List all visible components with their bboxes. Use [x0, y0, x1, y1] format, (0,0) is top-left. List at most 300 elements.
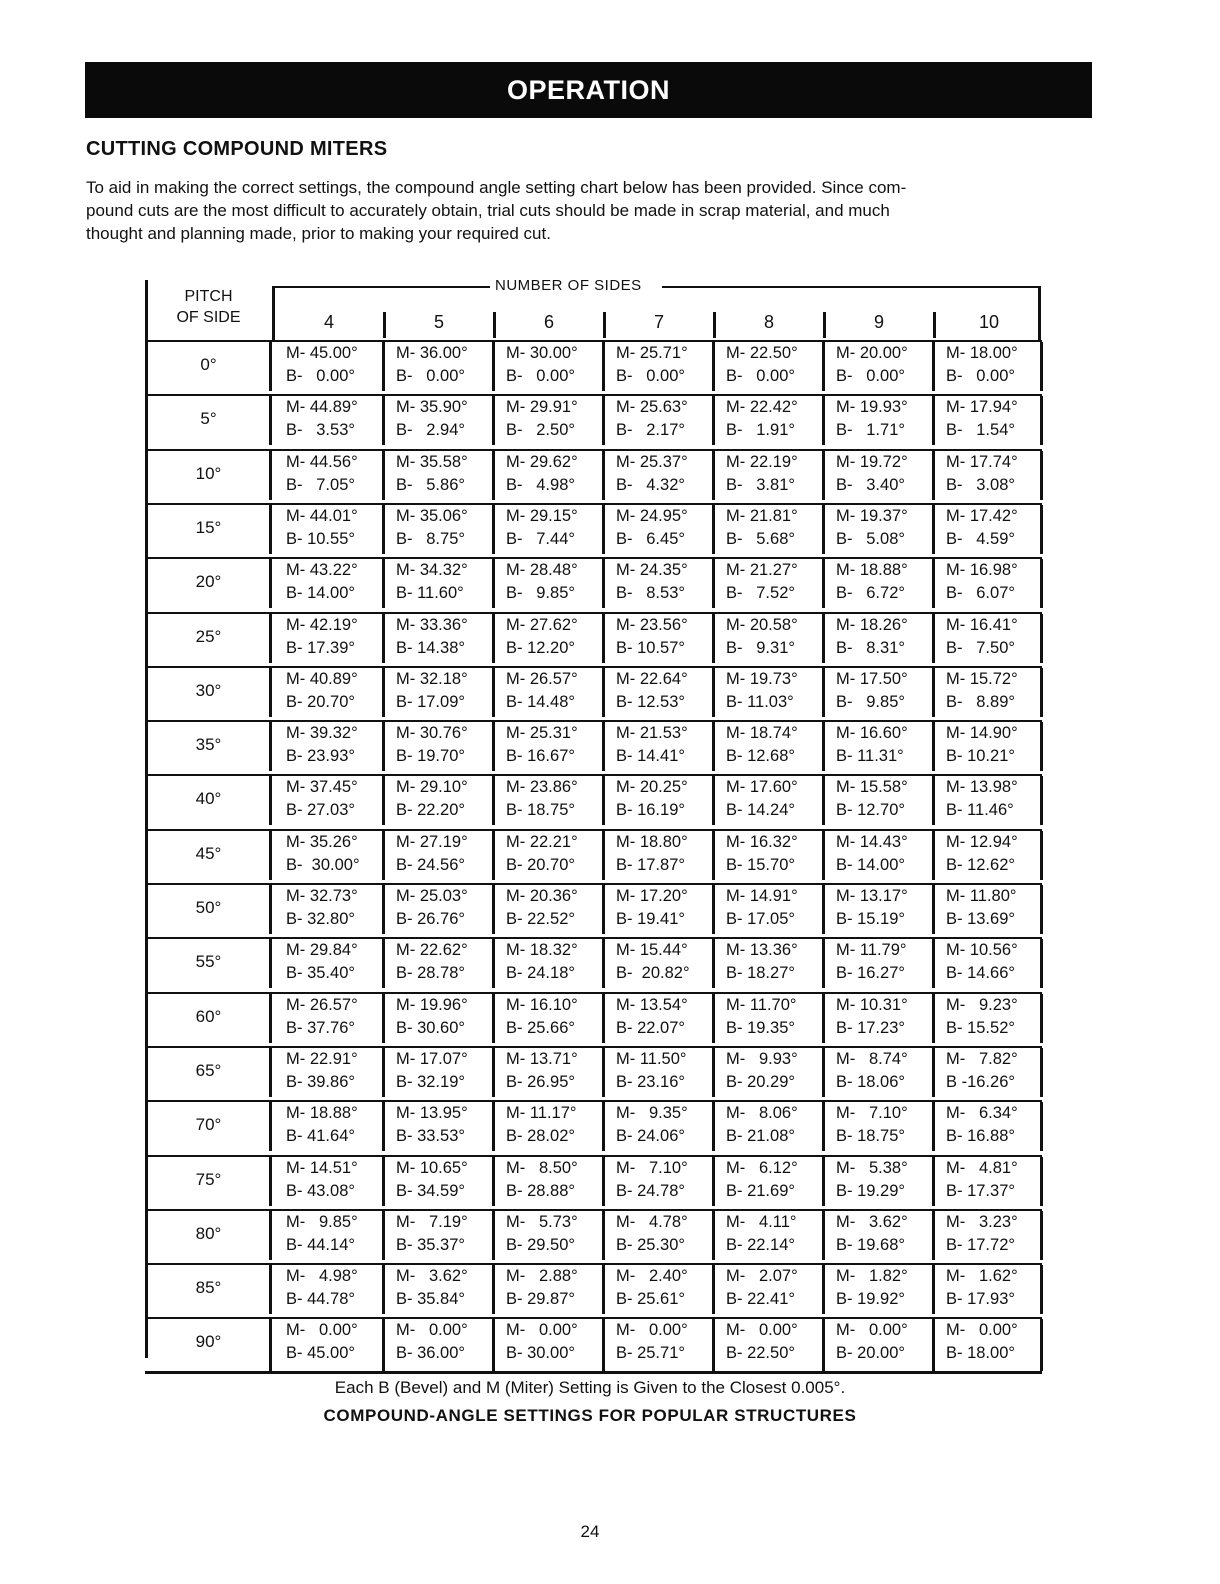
miter-value: M- 7.19° — [396, 1212, 468, 1231]
setting-cell — [825, 1048, 935, 1097]
setting-cell — [825, 1319, 935, 1371]
miter-value: M- 42.19° — [286, 615, 358, 634]
bevel-value: B- 20.82° — [616, 964, 690, 983]
sides-column-header: 10 — [978, 312, 1000, 332]
miter-value: M- 17.50° — [836, 669, 908, 688]
miter-value: M- 5.73° — [506, 1212, 578, 1231]
bevel-value: B- 17.39° — [286, 638, 355, 657]
setting-cell — [935, 1265, 1043, 1314]
bevel-value: B- 32.80° — [286, 910, 355, 928]
page-number: 24 — [580, 1522, 600, 1541]
bevel-value: B- 22.52° — [506, 910, 575, 928]
setting-cell — [385, 451, 495, 500]
miter-value: M- 11.70° — [726, 995, 797, 1014]
setting-cell — [935, 1048, 1043, 1097]
bevel-value: B- 16.19° — [616, 801, 685, 820]
bevel-value: B- 16.27° — [836, 964, 905, 983]
bevel-value: B- 8.89° — [946, 692, 1015, 711]
bevel-value: B- 19.41° — [616, 910, 685, 928]
bevel-value: B- 23.93° — [286, 747, 355, 766]
bevel-value: B- 21.08° — [726, 1127, 795, 1146]
miter-value: M- 6.34° — [946, 1104, 1018, 1123]
table-row — [145, 1317, 1042, 1374]
miter-value: M- 32.18° — [396, 669, 468, 688]
miter-value: M- 14.90° — [946, 724, 1018, 743]
setting-cell — [275, 885, 385, 934]
bevel-value: B- 12.20° — [506, 638, 575, 657]
setting-cell — [935, 1102, 1043, 1151]
miter-value: M- 20.25° — [616, 778, 688, 797]
bevel-value: B- 29.50° — [506, 1235, 575, 1254]
setting-cell — [715, 1211, 825, 1260]
pitch-cell: 60° — [148, 994, 272, 1043]
miter-value: M- 26.57° — [506, 669, 578, 688]
setting-cell — [495, 559, 605, 608]
setting-cell — [935, 451, 1043, 500]
miter-value: M- 35.58° — [396, 452, 468, 471]
miter-value: M- 24.95° — [616, 506, 688, 525]
setting-cell — [825, 451, 935, 500]
setting-cell — [715, 831, 825, 880]
table-row — [145, 1209, 1042, 1260]
setting-cell — [605, 342, 715, 391]
setting-cell — [935, 505, 1043, 554]
miter-value: M- 22.50° — [726, 344, 798, 362]
miter-value: M- 30.00° — [506, 344, 578, 362]
miter-value: M- 0.00° — [836, 1321, 908, 1340]
miter-value: M- 36.00° — [396, 344, 468, 362]
miter-value: M- 3.62° — [836, 1212, 908, 1231]
bevel-value: B- 7.50° — [946, 638, 1015, 657]
miter-value: M- 13.17° — [836, 887, 908, 905]
bevel-value: B- 3.40° — [836, 475, 905, 494]
compound-angle-chart — [145, 277, 1042, 1363]
miter-value: M- 5.38° — [836, 1158, 908, 1177]
bevel-value: B- 43.08° — [286, 1181, 355, 1200]
miter-value: M- 4.11° — [726, 1212, 797, 1231]
miter-value: M- 6.12° — [726, 1158, 798, 1177]
bevel-value: B- 8.31° — [836, 638, 905, 657]
bevel-value: B- 17.72° — [946, 1235, 1015, 1254]
miter-value: M- 9.85° — [286, 1212, 358, 1231]
column-tick — [933, 312, 936, 338]
miter-value: M- 1.62° — [946, 1267, 1018, 1286]
setting-cell — [715, 776, 825, 825]
bevel-value: B- 10.21° — [946, 747, 1015, 766]
bevel-value: B- 12.62° — [946, 855, 1015, 874]
miter-value: M- 40.89° — [286, 669, 358, 688]
setting-cell — [935, 885, 1043, 934]
sides-column-header: 7 — [653, 312, 664, 332]
miter-value: M- 43.22° — [286, 561, 358, 580]
miter-value: M- 13.95° — [396, 1104, 468, 1123]
bevel-value: B- 3.53° — [286, 421, 355, 440]
setting-cell — [935, 1211, 1043, 1260]
bevel-value: B- 1.91° — [726, 421, 795, 440]
miter-value: M- 13.71° — [506, 1049, 578, 1068]
setting-cell — [275, 776, 385, 825]
bevel-value: B- 14.48° — [506, 692, 575, 711]
miter-value: M- 23.86° — [506, 778, 578, 797]
setting-cell — [605, 939, 715, 988]
setting-cell — [935, 668, 1043, 717]
miter-value: M- 11.50° — [616, 1049, 687, 1068]
setting-cell — [385, 668, 495, 717]
bevel-value: B- 28.02° — [506, 1127, 575, 1146]
bevel-value: B- 34.59° — [396, 1181, 465, 1200]
bevel-value: B- 11.31° — [836, 747, 904, 766]
setting-cell — [605, 831, 715, 880]
miter-value: M- 30.76° — [396, 724, 468, 743]
bevel-value: B- 9.31° — [726, 638, 795, 657]
bevel-value: B- 2.17° — [616, 421, 685, 440]
miter-value: M- 11.79° — [836, 941, 907, 960]
bevel-value: B- 30.00° — [506, 1344, 575, 1363]
table-row — [145, 1263, 1042, 1314]
bevel-value: B- 14.38° — [396, 638, 465, 657]
pitch-cell: 20° — [148, 559, 272, 608]
table-row — [145, 612, 1042, 663]
bevel-value: B- 14.41° — [616, 747, 685, 766]
setting-cell — [715, 722, 825, 771]
bevel-value: B- 10.57° — [616, 638, 685, 657]
miter-value: M- 35.06° — [396, 506, 468, 525]
bevel-value: B- 6.45° — [616, 529, 685, 548]
column-tick — [603, 312, 606, 338]
intro-paragraph — [86, 176, 1086, 245]
intro-line: pound cuts are the most difficult to accurately obtain, trial cuts should be made in scrap material, and much — [86, 201, 890, 220]
setting-cell — [935, 1319, 1043, 1371]
bevel-value: B- 17.87° — [616, 855, 685, 874]
setting-cell — [715, 1265, 825, 1314]
bevel-value: B- 6.72° — [836, 584, 905, 603]
bevel-value: B- 30.00° — [286, 855, 360, 874]
setting-cell — [385, 994, 495, 1043]
setting-cell — [935, 722, 1043, 771]
bevel-value: B- 18.06° — [836, 1072, 905, 1091]
setting-cell — [605, 885, 715, 934]
bevel-value: B- 11.03° — [726, 692, 794, 711]
miter-value: M- 20.58° — [726, 615, 798, 634]
setting-cell — [825, 722, 935, 771]
table-row — [145, 992, 1042, 1043]
bevel-value: B- 26.76° — [396, 910, 465, 928]
miter-value: M- 7.10° — [836, 1104, 908, 1123]
miter-value: M- 15.58° — [836, 778, 908, 797]
miter-value: M- 0.00° — [506, 1321, 578, 1340]
pitch-cell: 15° — [148, 505, 272, 554]
miter-value: M- 16.10° — [506, 995, 578, 1014]
miter-value: M- 29.10° — [396, 778, 468, 797]
setting-cell — [495, 396, 605, 445]
miter-value: M- 2.40° — [616, 1267, 688, 1286]
setting-cell — [275, 1211, 385, 1260]
miter-value: M- 29.84° — [286, 941, 358, 960]
setting-cell — [605, 994, 715, 1043]
setting-cell — [715, 451, 825, 500]
setting-cell — [825, 994, 935, 1043]
miter-value: M- 19.96° — [396, 995, 468, 1014]
miter-value: M- 18.32° — [506, 941, 578, 960]
bevel-value: B- 20.29° — [726, 1072, 795, 1091]
sides-column-header: 8 — [763, 312, 774, 332]
miter-value: M- 29.91° — [506, 398, 578, 417]
bevel-value: B- 15.52° — [946, 1018, 1015, 1037]
miter-value: M- 15.44° — [616, 941, 688, 960]
bevel-value: B- 13.69° — [946, 910, 1015, 928]
miter-value: M- 17.74° — [946, 452, 1018, 471]
bevel-value: B -16.26° — [946, 1072, 1015, 1091]
bevel-value: B- 5.68° — [726, 529, 795, 548]
bevel-value: B- 22.41° — [726, 1290, 795, 1309]
bevel-value: B- 28.88° — [506, 1181, 575, 1200]
setting-cell — [935, 831, 1043, 880]
miter-value: M- 19.93° — [836, 398, 908, 417]
bevel-value: B- 9.85° — [836, 692, 905, 711]
setting-cell — [825, 831, 935, 880]
table-row — [145, 883, 1042, 934]
table-row — [145, 774, 1042, 825]
pitch-cell: 5° — [148, 396, 272, 445]
setting-cell — [605, 396, 715, 445]
miter-value: M- 4.81° — [946, 1158, 1018, 1177]
setting-cell — [825, 505, 935, 554]
setting-cell — [715, 559, 825, 608]
setting-cell — [825, 614, 935, 663]
miter-value: M- 44.56° — [286, 452, 358, 471]
miter-value: M- 25.31° — [506, 724, 578, 743]
bevel-value: B- 12.70° — [836, 801, 905, 820]
miter-value: M- 26.57° — [286, 995, 358, 1014]
pitch-cell: 70° — [148, 1102, 272, 1151]
setting-cell — [495, 451, 605, 500]
miter-value: M- 44.01° — [286, 506, 358, 525]
miter-value: M- 16.32° — [726, 832, 798, 851]
bevel-value: B- 19.29° — [836, 1181, 905, 1200]
bevel-value: B- 45.00° — [286, 1344, 355, 1363]
setting-cell — [935, 342, 1043, 391]
miter-value: M- 2.88° — [506, 1267, 578, 1286]
table-row — [145, 666, 1042, 717]
miter-value: M- 19.73° — [726, 669, 798, 688]
miter-value: M- 22.64° — [616, 669, 688, 688]
setting-cell — [605, 668, 715, 717]
bevel-value: B- 44.78° — [286, 1290, 355, 1309]
miter-value: M- 21.27° — [726, 561, 798, 580]
setting-cell — [495, 831, 605, 880]
miter-value: M- 25.03° — [396, 887, 468, 905]
table-row — [145, 937, 1042, 988]
setting-cell — [495, 1265, 605, 1314]
setting-cell — [715, 668, 825, 717]
bevel-value: B- 6.07° — [946, 584, 1015, 603]
miter-value: M- 11.17° — [506, 1104, 577, 1123]
setting-cell — [715, 885, 825, 934]
miter-value: M- 18.00° — [946, 344, 1018, 362]
miter-value: M- 37.45° — [286, 778, 358, 797]
setting-cell — [275, 831, 385, 880]
intro-line: thought and planning made, prior to making your required cut. — [86, 224, 551, 243]
miter-value: M- 8.06° — [726, 1104, 798, 1123]
miter-value: M- 17.60° — [726, 778, 798, 797]
bevel-value: B- 25.30° — [616, 1235, 685, 1254]
setting-cell — [605, 505, 715, 554]
miter-value: M- 10.31° — [836, 995, 908, 1014]
miter-value: M- 7.10° — [616, 1158, 688, 1177]
miter-value: M- 22.19° — [726, 452, 798, 471]
miter-value: M- 21.81° — [726, 506, 798, 525]
sides-column-header: 5 — [433, 312, 444, 332]
miter-value: M- 19.37° — [836, 506, 908, 525]
bevel-value: B- 15.19° — [836, 910, 905, 928]
table-row — [145, 557, 1042, 608]
bevel-value: B- 17.23° — [836, 1018, 905, 1037]
miter-value: M- 35.90° — [396, 398, 468, 417]
pitch-cell: 10° — [148, 451, 272, 500]
bevel-value: B- 19.92° — [836, 1290, 905, 1309]
miter-value: M- 0.00° — [396, 1321, 468, 1340]
bevel-value: B- 24.78° — [616, 1181, 685, 1200]
miter-value: M- 8.74° — [836, 1049, 908, 1068]
setting-cell — [495, 722, 605, 771]
sides-header-row — [275, 312, 1040, 338]
bevel-value: B- 2.50° — [506, 421, 575, 440]
setting-cell — [715, 614, 825, 663]
miter-value: M- 27.19° — [396, 832, 468, 851]
bevel-value: B- 24.56° — [396, 855, 465, 874]
bevel-value: B- 28.78° — [396, 964, 465, 983]
bevel-value: B- 24.18° — [506, 964, 575, 983]
bevel-value: B- 24.06° — [616, 1127, 685, 1146]
bevel-value: B- 37.76° — [286, 1018, 355, 1037]
setting-cell — [715, 939, 825, 988]
bevel-value: B- 22.07° — [616, 1018, 685, 1037]
miter-value: M- 20.36° — [506, 887, 578, 905]
bevel-value: B- 8.75° — [396, 529, 465, 548]
bevel-value: B- 12.53° — [616, 692, 685, 711]
setting-cell — [715, 1048, 825, 1097]
miter-value: M- 7.82° — [946, 1049, 1018, 1068]
setting-cell — [495, 1157, 605, 1206]
setting-cell — [385, 722, 495, 771]
column-tick — [383, 312, 386, 338]
setting-cell — [275, 939, 385, 988]
miter-value: M- 17.07° — [396, 1049, 468, 1068]
setting-cell — [385, 396, 495, 445]
setting-cell — [825, 342, 935, 391]
bevel-value: B- 14.00° — [836, 855, 905, 874]
setting-cell — [385, 885, 495, 934]
setting-cell — [275, 396, 385, 445]
miter-value: M- 22.62° — [396, 941, 468, 960]
setting-cell — [385, 1265, 495, 1314]
bevel-value: B- 9.85° — [506, 584, 575, 603]
bevel-value: B- 44.14° — [286, 1235, 355, 1254]
header-rule-left — [275, 286, 490, 288]
setting-cell — [385, 939, 495, 988]
bevel-value: B- 20.70° — [506, 855, 575, 874]
setting-cell — [605, 1102, 715, 1151]
bevel-value: B- 7.44° — [506, 529, 575, 548]
miter-value: M- 16.60° — [836, 724, 908, 743]
miter-value: M- 17.20° — [616, 887, 688, 905]
setting-cell — [275, 994, 385, 1043]
table-row — [145, 449, 1042, 500]
miter-value: M- 16.41° — [946, 615, 1018, 634]
table-row — [145, 503, 1042, 554]
intro-line: To aid in making the correct settings, the compound angle setting chart below has been provided. Since com- — [86, 178, 907, 197]
setting-cell — [275, 722, 385, 771]
bevel-value: B- 17.37° — [946, 1181, 1015, 1200]
bevel-value: B- 0.00° — [286, 367, 355, 385]
pitch-header-line: OF SIDE — [176, 309, 241, 326]
table-row — [145, 340, 1042, 391]
miter-value: M- 0.00° — [946, 1321, 1018, 1340]
setting-cell — [825, 1102, 935, 1151]
miter-value: M- 18.88° — [836, 561, 908, 580]
miter-value: M- 8.50° — [506, 1158, 578, 1177]
bevel-value: B- 39.86° — [286, 1072, 355, 1091]
miter-value: M- 24.35° — [616, 561, 688, 580]
bevel-value: B- 23.16° — [616, 1072, 685, 1091]
miter-value: M- 17.42° — [946, 506, 1018, 525]
setting-cell — [385, 559, 495, 608]
setting-cell — [495, 614, 605, 663]
setting-cell — [605, 722, 715, 771]
section-banner: OPERATION — [85, 62, 1092, 118]
miter-value: M- 2.07° — [726, 1267, 798, 1286]
bevel-value: B- 11.46° — [946, 801, 1014, 820]
setting-cell — [825, 1211, 935, 1260]
bevel-value: B- 41.64° — [286, 1127, 355, 1146]
pitch-header-line: PITCH — [184, 288, 233, 305]
bevel-value: B- 27.03° — [286, 801, 355, 820]
pitch-cell: 50° — [148, 885, 272, 934]
miter-value: M- 20.00° — [836, 344, 908, 362]
chart-footnote: Each B (Bevel) and M (Miter) Setting is Given to the Closest 0.005°. — [334, 1378, 846, 1397]
miter-value: M- 21.53° — [616, 724, 688, 743]
bevel-value: B- 18.00° — [946, 1344, 1015, 1363]
pitch-cell: 35° — [148, 722, 272, 771]
setting-cell — [825, 668, 935, 717]
bevel-value: B- 4.32° — [616, 475, 685, 494]
bevel-value: B- 3.81° — [726, 475, 795, 494]
setting-cell — [275, 559, 385, 608]
miter-value: M- 19.72° — [836, 452, 908, 471]
setting-cell — [935, 559, 1043, 608]
pitch-cell: 80° — [148, 1211, 272, 1260]
setting-cell — [605, 1319, 715, 1371]
miter-value: M- 4.78° — [616, 1212, 688, 1231]
bevel-value: B- 1.71° — [836, 421, 905, 440]
setting-cell — [605, 776, 715, 825]
setting-cell — [605, 1048, 715, 1097]
miter-value: M- 10.56° — [946, 941, 1018, 960]
miter-value: M- 18.74° — [726, 724, 798, 743]
miter-value: M- 18.88° — [286, 1104, 358, 1123]
setting-cell — [495, 1048, 605, 1097]
setting-cell — [935, 1157, 1043, 1206]
bevel-value: B- 17.05° — [726, 910, 795, 928]
setting-cell — [385, 776, 495, 825]
bevel-value: B- 7.52° — [726, 584, 795, 603]
setting-cell — [385, 505, 495, 554]
number-of-sides-header: NUMBER OF SIDES — [495, 277, 642, 294]
pitch-header — [145, 286, 272, 328]
bevel-value: B- 35.37° — [396, 1235, 465, 1254]
bevel-value: B- 32.19° — [396, 1072, 465, 1091]
miter-value: M- 32.73° — [286, 887, 358, 905]
